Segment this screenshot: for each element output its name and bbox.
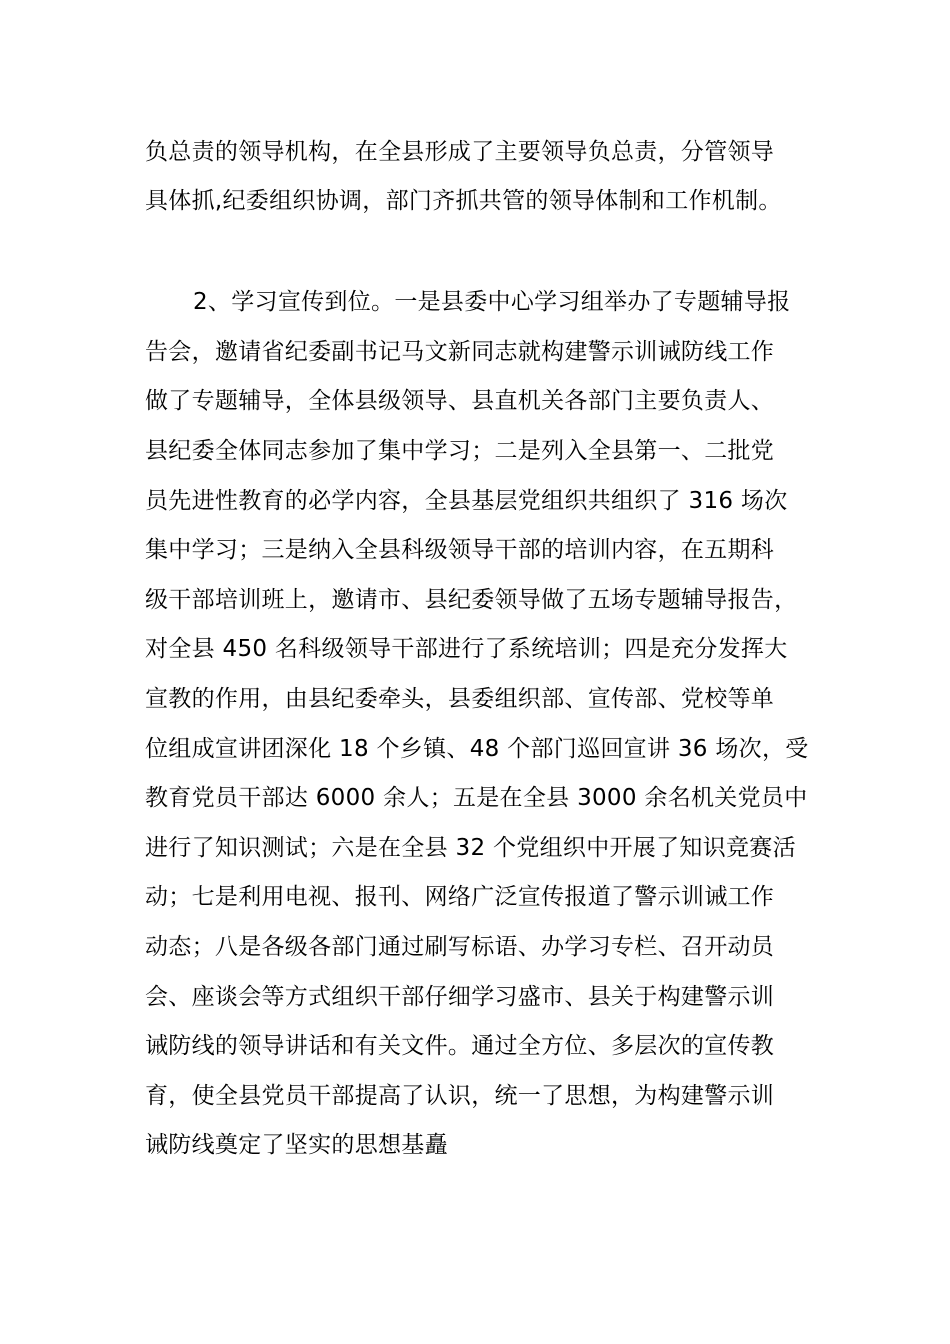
text-line: 级干部培训班上，邀请市、县纪委领导做了五场专题辅导报告，	[145, 587, 798, 613]
text-line: 会、座谈会等方式组织干部仔细学习盛市、县关于构建警示训	[145, 984, 775, 1010]
text-line: 员先进性教育的必学内容，全县基层党组织共组织了 316 场次	[145, 488, 788, 514]
text-line: 进行了知识测试；六是在全县 32 个党组织中开展了知识竞赛活	[145, 835, 796, 861]
text-line: 诫防线的领导讲话和有关文件。通过全方位、多层次的宣传教	[145, 1033, 775, 1059]
text-line: 动态；八是各级各部门通过刷写标语、办学习专栏、召开动员	[145, 934, 775, 960]
text-line: 诫防线奠定了坚实的思想基矗	[145, 1132, 448, 1158]
text-line: 具体抓,纪委组织协调，部门齐抓共管的领导体制和工作机制。	[145, 188, 782, 214]
text-line: 县纪委全体同志参加了集中学习；二是列入全县第一、二批党	[145, 438, 775, 464]
text-line: 2、学习宣传到位。一是县委中心学习组举办了专题辅导报	[193, 289, 791, 315]
text-line: 育，使全县党员干部提高了认识，统一了思想，为构建警示训	[145, 1083, 775, 1109]
text-line: 告会，邀请省纪委副书记马文新同志就构建警示训诫防线工作	[145, 339, 775, 365]
text-line: 负总责的领导机构，在全县形成了主要领导负总责，分管领导	[145, 139, 775, 165]
text-line: 位组成宣讲团深化 18 个乡镇、48 个部门巡回宣讲 36 场次，受	[145, 736, 809, 762]
text-line: 宣教的作用，由县纪委牵头，县委组织部、宣传部、党校等单	[145, 686, 775, 712]
text-line: 动；七是利用电视、报刊、网络广泛宣传报道了警示训诫工作	[145, 884, 775, 910]
text-line: 对全县 450 名科级领导干部进行了系统培训；四是充分发挥大	[145, 636, 788, 662]
text-line: 集中学习；三是纳入全县科级领导干部的培训内容，在五期科	[145, 537, 775, 563]
text-line: 教育党员干部达 6000 余人；五是在全县 3000 余名机关党员中	[145, 785, 808, 811]
text-line: 做了专题辅导，全体县级领导、县直机关各部门主要负责人、	[145, 388, 775, 414]
